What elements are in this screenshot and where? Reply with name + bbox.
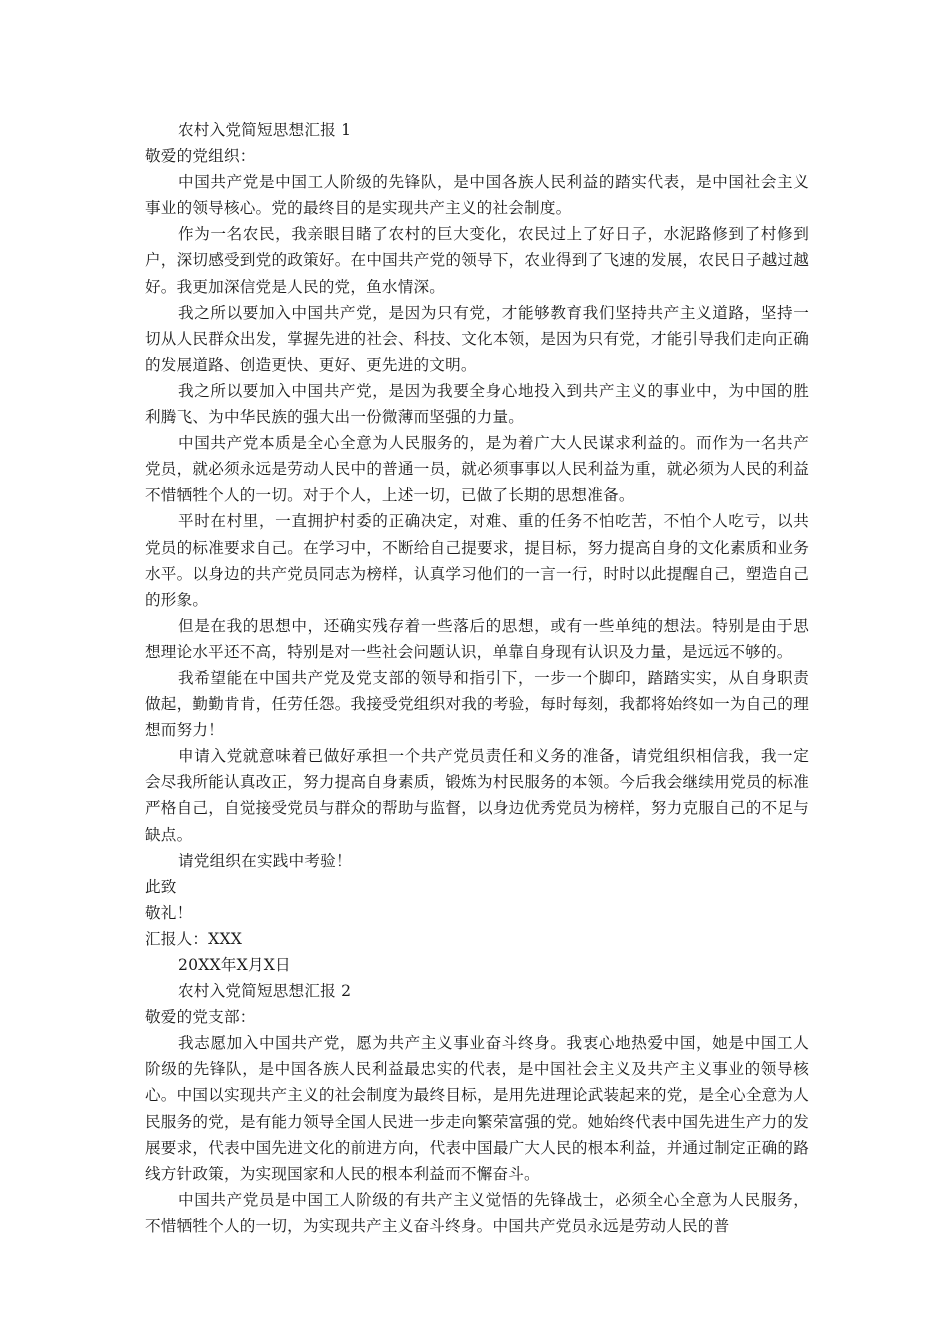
report1-paragraph: 平时在村里，一直拥护村委的正确决定，对难、重的任务不怕吃苦，不怕个人吃亏，以共党员的标准要求自己。在学习中，不断给自己提要求，提目标，努力提高自身的文化素质和业务水平。以身边的共产党员同志为榜样，认真学习他们的一言一行，时时以此提醒自己，塑造自己的形象。 <box>145 512 809 609</box>
report2-salutation: 敬爱的党支部： <box>145 1008 256 1027</box>
report1-paragraph: 请党组织在实践中考验！ <box>178 851 352 870</box>
report2-title: 农村入党简短思想汇报 2 <box>178 982 352 1001</box>
report1-closing-1: 此致 <box>145 877 177 896</box>
report1-paragraph: 我之所以要加入中国共产党，是因为只有党，才能够教育我们坚持共产主义道路，坚持一切从人民群众出发，掌握先进的社会、科技、文化本领，是因为只有党，才能引导我们走向正确的发展道路、创造更快、更好、更先进的文明。 <box>145 303 809 374</box>
report1-reporter: 汇报人：XXX <box>145 929 243 948</box>
report1-paragraph: 中国共产党本质是全心全意为人民服务的，是为着广大人民谋求利益的。而作为一名共产党员，就必须永远是劳动人民中的普通一员，就必须事事以人民利益为重，就必须为人民的利益不惜牺牲个人的一切。对于个人，上述一切，已做了长期的思想准备。 <box>145 434 809 505</box>
report1-paragraph: 但是在我的思想中，还确实残存着一些落后的思想，或有一些单纯的想法。特别是由于思想理论水平还不高，特别是对一些社会问题认识，单靠自身现有认识及力量，是远远不够的。 <box>145 616 809 661</box>
report1-paragraph: 我之所以要加入中国共产党，是因为我要全身心地投入到共产主义的事业中，为中国的胜利腾飞、为中华民族的强大出一份微薄而坚强的力量。 <box>145 381 809 427</box>
report1-paragraph: 申请入党就意味着已做好承担一个共产党员责任和义务的准备，请党组织相信我，我一定会尽我所能认真改正，努力提高自身素质，锻炼为村民服务的本领。今后我会继续用党员的标准严格自己，自觉接受党员与群众的帮助与监督，以身边优秀党员为榜样，努力克服自己的不足与缺点。 <box>145 747 809 844</box>
report1-salutation: 敬爱的党组织： <box>145 147 256 166</box>
report1-paragraph: 作为一名农民，我亲眼目睹了农村的巨大变化，农民过上了好日子，水泥路修到了村修到户，深切感受到党的政策好。在中国共产党的领导下，农业得到了飞速的发展，农民日子越过越好。我更加深信党是人民的党，鱼水情深。 <box>145 225 809 296</box>
report1-closing-2: 敬礼！ <box>145 903 193 922</box>
report1-date: 20XX年X月X日 <box>178 956 291 974</box>
report1-paragraph: 我希望能在中国共产党及党支部的领导和指引下，一步一个脚印，踏踏实实，从自身职责做起，勤勤肯肯，任劳任怨。我接受党组织对我的考验，每时每刻，我都将始终如一为自己的理想而努力！ <box>145 668 809 740</box>
report1-title: 农村入党简短思想汇报 1 <box>178 121 352 139</box>
document-page <box>145 117 809 1239</box>
report2-paragraph: 中国共产党员是中国工人阶级的有共产主义觉悟的先锋战士，必须全心全意为人民服务，不惜牺牲个人的一切，为实现共产主义奋斗终身。中国共产党员永远是劳动人民的普 <box>145 1190 809 1235</box>
report1-paragraph: 中国共产党是中国工人阶级的先锋队，是中国各族人民利益的踏实代表，是中国社会主义事业的领导核心。党的最终目的是实现共产主义的社会制度。 <box>145 173 809 218</box>
report2-paragraph: 我志愿加入中国共产党，愿为共产主义事业奋斗终身。我衷心地热爱中国，她是中国工人阶级的先锋队，是中国各族人民利益最忠实的代表，是中国社会主义及共产主义事业的领导核心。中国以实现共产主义的社会制度为最终目标，是用先进理论武装起来的党，是全心全意为人民服务的党，是有能力领导全国人民进一步走向繁荣富强的党。她始终代表中国先进生产力的发展要求，代表中国先进文化的前进方向，代表中国最广大人民的根本利益，并通过制定正确的路线方针政策，为实现国家和人民的根本利益而不懈奋斗。 <box>145 1034 809 1183</box>
